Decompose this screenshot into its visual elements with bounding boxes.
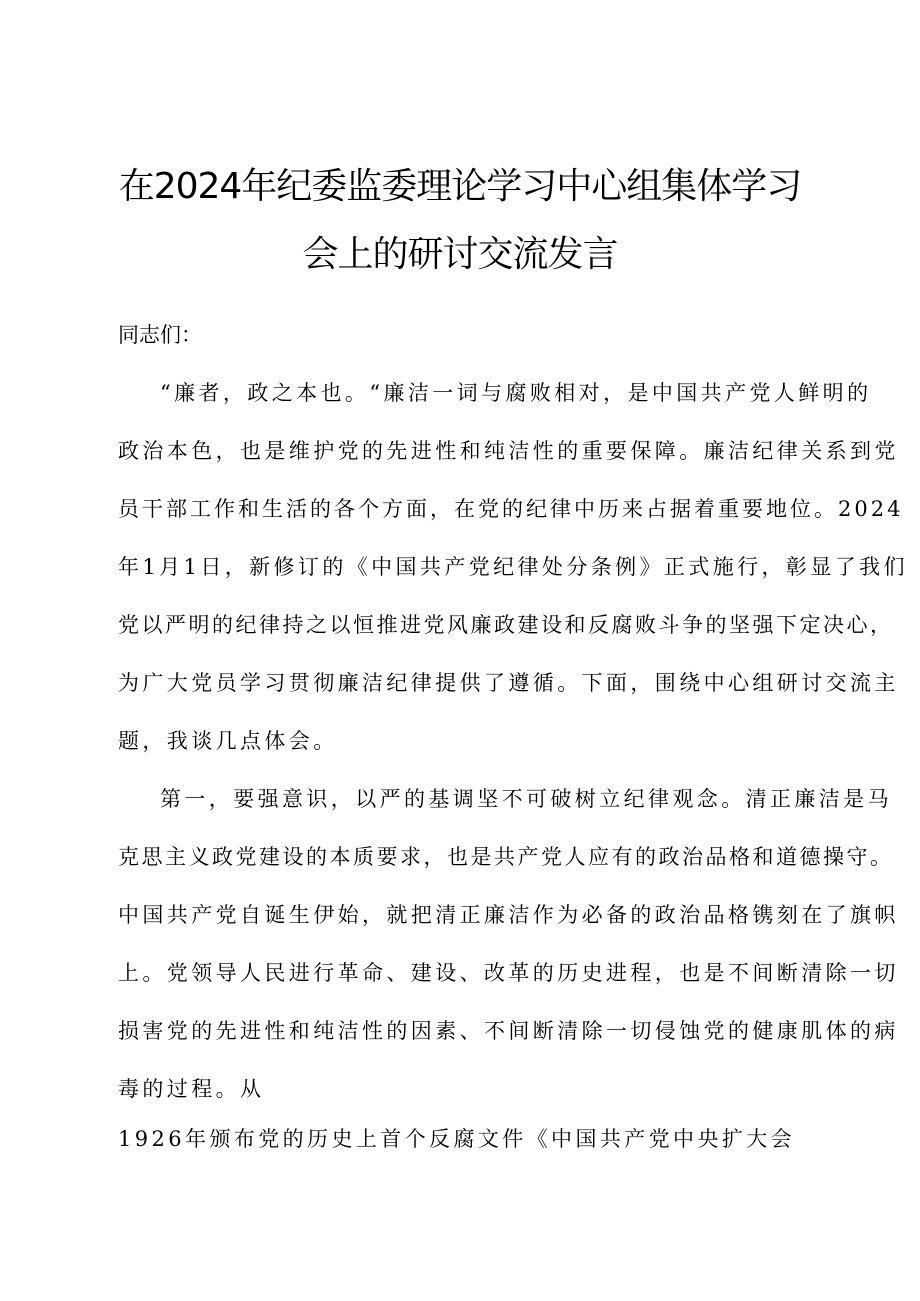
paragraph-1-line-3: 员干部工作和生活的各个方面，在党的纪律中历来占据着重要地位。2024	[118, 497, 904, 521]
document-title-line-1: 在2024年纪委监委理论学习中心组集体学习	[118, 166, 802, 207]
paragraph-1-line-1: “廉者，政之本也。“廉洁一词与腐败相对，是中国共产党人鲜明的	[160, 381, 872, 405]
paragraph-2-line-7: 1926年颁布党的历史上首个反腐文件《中国共产党中央扩大会	[118, 1127, 796, 1151]
paragraph-1-line-5: 党以严明的纪律持之以恒推进党风廉政建设和反腐败斗争的坚强下定决心，	[118, 613, 894, 637]
paragraph-2-line-4: 上。党领导人民进行革命、建设、改革的历史进程，也是不间断清除一切	[118, 961, 899, 985]
salutation: 同志们：	[118, 323, 202, 347]
paragraph-1-line-6: 为广大党员学习贯彻廉洁纪律提供了遵循。下面，围绕中心组研讨交流主	[118, 671, 899, 695]
paragraph-2-line-3: 中国共产党自诞生伊始，就把清正廉洁作为必备的政治品格镌刻在了旗帜	[118, 903, 899, 927]
paragraph-2-line-1: 第一，要强意识，以严的基调坚不可破树立纪律观念。清正廉洁是马	[160, 787, 892, 811]
paragraph-1-line-2: 政治本色，也是维护党的先进性和纯洁性的重要保障。廉洁纪律关系到党	[118, 439, 899, 463]
paragraph-2-line-6: 毒的过程。从	[118, 1077, 265, 1101]
paragraph-1-line-7: 题，我谈几点体会。	[118, 729, 338, 753]
paragraph-2-line-2: 克思主义政党建设的本质要求，也是共产党人应有的政治品格和道德操守。	[118, 845, 894, 869]
document-title-line-2: 会上的研讨交流发言	[302, 234, 618, 275]
paragraph-2-line-5: 损害党的先进性和纯洁性的因素、不间断清除一切侵蚀党的健康肌体的病	[118, 1019, 899, 1043]
paragraph-1-line-4: 年1月1日，新修订的《中国共产党纪律处分条例》正式施行，彰显了我们	[118, 555, 908, 579]
